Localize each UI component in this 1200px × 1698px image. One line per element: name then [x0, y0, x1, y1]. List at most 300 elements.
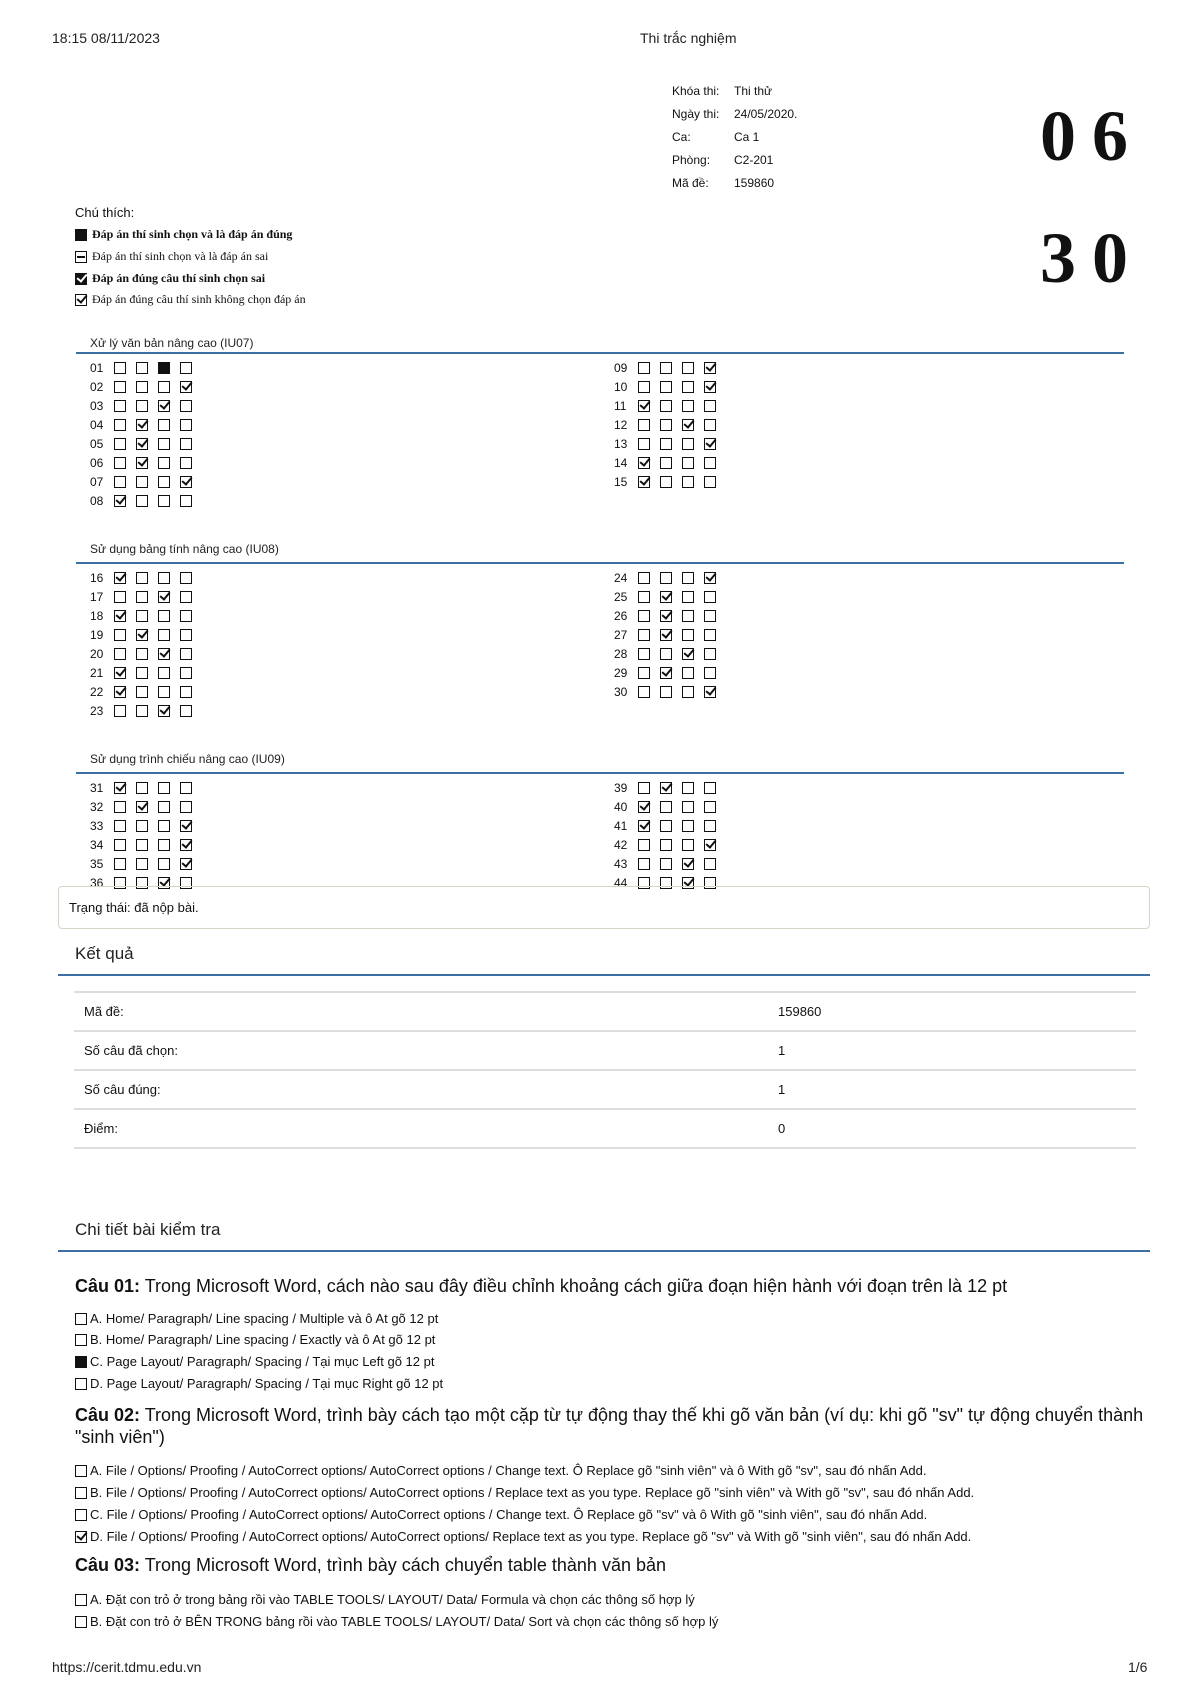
answer-row [90, 797, 290, 816]
answer-row [614, 472, 814, 491]
question-number: 44 [614, 875, 628, 890]
empty-box-icon [660, 457, 672, 469]
empty-box-icon [682, 400, 694, 412]
empty-box-icon [660, 839, 672, 851]
checked-box-icon [180, 858, 192, 870]
legend-item: Đáp án đúng câu thí sinh chọn sai [75, 271, 265, 286]
result-value: 1 [778, 1082, 786, 1097]
empty-box-icon [638, 648, 650, 660]
empty-box-icon [704, 591, 716, 603]
checked-box-icon [660, 667, 672, 679]
empty-box-icon [638, 629, 650, 641]
empty-box-icon [180, 705, 192, 717]
answer-row [614, 644, 814, 663]
empty-box-icon [136, 839, 148, 851]
empty-box-icon [638, 438, 650, 450]
empty-box-icon [682, 438, 694, 450]
question-number: 11 [614, 398, 627, 413]
answer-row [614, 587, 814, 606]
empty-box-icon [114, 858, 126, 870]
question-number: 15 [614, 474, 628, 489]
empty-box-icon [158, 381, 170, 393]
detail-divider [58, 1250, 1150, 1252]
question-number: 21 [90, 665, 104, 680]
empty-box-icon [158, 495, 170, 507]
empty-box-icon [638, 858, 650, 870]
question-number: 30 [614, 684, 628, 699]
section-divider [76, 352, 1124, 354]
answer-row [614, 434, 814, 453]
page-number: 1/6 [1128, 1659, 1148, 1675]
question-number: 35 [90, 856, 104, 871]
empty-box-icon [158, 476, 170, 488]
question-number: 09 [614, 360, 628, 375]
empty-box-icon [180, 629, 192, 641]
answer-row [614, 663, 814, 682]
detail-heading: Chi tiết bài kiểm tra [75, 1220, 221, 1239]
answer-option [75, 1376, 443, 1391]
section-title: Xử lý văn bản nâng cao (IU07) [90, 336, 254, 350]
question-column [614, 778, 814, 892]
empty-box-icon [660, 400, 672, 412]
empty-box-icon [136, 686, 148, 698]
big-code-1: 06 [1040, 96, 1144, 176]
question-number: 22 [90, 684, 104, 699]
result-row [74, 993, 1136, 1032]
answer-option [75, 1354, 434, 1369]
answer-row [614, 396, 814, 415]
option-text: C. File / Options/ Proofing / AutoCorrect options/ AutoCorrect options / Change text. Ô Replace gõ "sv" và ô With gõ "sinh viên", sau đó nhấn Add. [90, 1507, 928, 1522]
answer-row [614, 797, 814, 816]
print-datetime: 18:15 08/11/2023 [52, 30, 160, 46]
checked-box-icon [638, 400, 650, 412]
option-text: C. Page Layout/ Paragraph/ Spacing / Tại mục Left gõ 12 pt [90, 1354, 435, 1369]
question-number: 34 [90, 837, 104, 852]
answer-row [90, 434, 290, 453]
big-code-2: 30 [1040, 218, 1144, 298]
correct-box-icon [75, 273, 87, 285]
empty-box-icon [638, 419, 650, 431]
empty-box-icon [638, 572, 650, 584]
checked-box-icon [704, 381, 716, 393]
empty-box-icon [660, 572, 672, 584]
empty-box-icon [158, 629, 170, 641]
empty-box-icon [660, 648, 672, 660]
checked-box-icon [704, 572, 716, 584]
checked-box-icon [114, 495, 126, 507]
checked-box-icon [114, 610, 126, 622]
checked-box-icon [638, 801, 650, 813]
answer-row [90, 377, 290, 396]
empty-box-icon [114, 400, 126, 412]
answer-option [75, 1529, 971, 1544]
empty-box-icon [114, 591, 126, 603]
answer-option [75, 1507, 927, 1522]
answer-row [614, 835, 814, 854]
empty-box-icon [682, 381, 694, 393]
question-number: 13 [614, 436, 628, 451]
empty-box-icon [660, 438, 672, 450]
checked-box-icon [660, 629, 672, 641]
empty-box-icon [136, 572, 148, 584]
option-text: B. Đặt con trỏ ở BÊN TRONG bảng rồi vào TABLE TOOLS/ LAYOUT/ Data/ Sort và chọn các thông số hợp lý [90, 1614, 719, 1629]
checked-box-icon [638, 820, 650, 832]
question-number: 23 [90, 703, 104, 718]
empty-box-icon [114, 839, 126, 851]
empty-box-icon [75, 1509, 87, 1521]
answer-row [90, 606, 290, 625]
question-column [614, 568, 814, 701]
empty-box-icon [114, 381, 126, 393]
empty-box-icon [638, 686, 650, 698]
question-number: 24 [614, 570, 628, 585]
empty-box-icon [180, 419, 192, 431]
question-column [90, 778, 290, 892]
empty-box-icon [180, 438, 192, 450]
answer-row [90, 644, 290, 663]
question-number: 10 [614, 379, 628, 394]
result-value: 0 [778, 1121, 786, 1136]
empty-box-icon [136, 667, 148, 679]
wrong-box-icon [75, 251, 87, 263]
checked-box-icon [638, 457, 650, 469]
status-box [58, 886, 1150, 929]
result-table [74, 991, 1136, 1149]
empty-box-icon [136, 362, 148, 374]
question-number: 07 [90, 474, 104, 489]
result-label: Số câu đúng: [84, 1082, 161, 1097]
empty-box-icon [136, 591, 148, 603]
empty-box-icon [704, 667, 716, 679]
question-number: 40 [614, 799, 628, 814]
answer-row [614, 415, 814, 434]
empty-box-icon [136, 648, 148, 660]
checked-box-icon [660, 782, 672, 794]
question-number: 39 [614, 780, 628, 795]
empty-box-icon [704, 820, 716, 832]
question-number: 01 [90, 360, 104, 375]
option-text: B. File / Options/ Proofing / AutoCorrect options/ AutoCorrect options / Replace text as you type. Replace gõ "sinh viên" và With gõ "sv", sau đó nhấn Add. [90, 1485, 975, 1500]
empty-box-icon [704, 419, 716, 431]
empty-box-icon [75, 1594, 87, 1606]
question-number: 26 [614, 608, 628, 623]
question-number: 29 [614, 665, 628, 680]
answer-row [614, 816, 814, 835]
status-text: Trạng thái: đã nộp bài. [69, 900, 199, 915]
answer-row [614, 625, 814, 644]
empty-box-icon [180, 801, 192, 813]
question-number: 43 [614, 856, 628, 871]
question-number: 08 [90, 493, 104, 508]
result-divider [58, 974, 1150, 976]
empty-box-icon [158, 419, 170, 431]
empty-box-icon [682, 610, 694, 622]
answer-row [90, 835, 290, 854]
checked-box-icon [682, 419, 694, 431]
empty-box-icon [158, 457, 170, 469]
question-number: 33 [90, 818, 104, 833]
empty-box-icon [180, 686, 192, 698]
section-title: Sử dụng trình chiếu nâng cao (IU09) [90, 752, 285, 766]
empty-box-icon [114, 476, 126, 488]
legend-item: Đáp án đúng câu thí sinh không chọn đáp án [75, 292, 306, 307]
checked-box-icon [136, 801, 148, 813]
empty-box-icon [75, 1334, 87, 1346]
empty-box-icon [682, 686, 694, 698]
answer-row [90, 663, 290, 682]
question-number: 16 [90, 570, 104, 585]
answer-row [90, 472, 290, 491]
answer-row [90, 682, 290, 701]
empty-box-icon [660, 858, 672, 870]
result-label: Điểm: [84, 1121, 118, 1136]
empty-box-icon [682, 572, 694, 584]
info-date: Ngày thi: 24/05/2020. [672, 107, 798, 121]
empty-box-icon [660, 362, 672, 374]
empty-box-icon [660, 801, 672, 813]
empty-box-icon [158, 438, 170, 450]
empty-box-icon [660, 820, 672, 832]
empty-box-icon [158, 839, 170, 851]
question-column [614, 358, 814, 491]
empty-box-icon [114, 705, 126, 717]
result-label: Mã đề: [84, 1004, 124, 1019]
option-text: D. Page Layout/ Paragraph/ Spacing / Tại mục Right gõ 12 pt [90, 1376, 444, 1391]
empty-box-icon [638, 782, 650, 794]
empty-box-icon [158, 686, 170, 698]
checked-box-icon [158, 705, 170, 717]
empty-box-icon [660, 476, 672, 488]
answer-row [90, 396, 290, 415]
answer-row [614, 778, 814, 797]
empty-box-icon [136, 782, 148, 794]
empty-box-icon [114, 629, 126, 641]
empty-box-icon [136, 381, 148, 393]
legend-item: Đáp án thí sinh chọn và là đáp án đúng [75, 227, 292, 242]
empty-box-icon [682, 476, 694, 488]
empty-box-icon [75, 1465, 87, 1477]
empty-box-icon [638, 610, 650, 622]
result-row [74, 1071, 1136, 1110]
question-number: 02 [90, 379, 104, 394]
checked-box-icon [180, 476, 192, 488]
answer-option [75, 1614, 718, 1629]
page-title: Thi trắc nghiệm [640, 30, 737, 46]
question-number: 36 [90, 875, 104, 890]
answer-grid [0, 336, 1200, 890]
empty-box-icon [180, 457, 192, 469]
option-text: A. Home/ Paragraph/ Line spacing / Multiple và ô At gõ 12 pt [90, 1311, 439, 1326]
question-number: 25 [614, 589, 628, 604]
checked-box-icon [660, 591, 672, 603]
empty-box-icon [638, 381, 650, 393]
empty-box-icon [704, 629, 716, 641]
question-title: Câu 02: Trong Microsoft Word, trình bày cách tạo một cặp từ tự động thay thế khi gõ văn bản (ví dụ: khi gõ "sv" tự động chuyển thành "sinh viên") [75, 1405, 1144, 1447]
empty-box-icon [704, 457, 716, 469]
empty-box-icon [704, 801, 716, 813]
question-number: 42 [614, 837, 628, 852]
question-number: 32 [90, 799, 104, 814]
checked-box-icon [158, 400, 170, 412]
empty-box-icon [75, 1616, 87, 1628]
empty-box-icon [75, 1313, 87, 1325]
answer-row [90, 587, 290, 606]
checked-box-icon [704, 362, 716, 374]
question-number: 03 [90, 398, 104, 413]
question-number: 06 [90, 455, 104, 470]
question-number: 14 [614, 455, 628, 470]
checked-box-icon [180, 381, 192, 393]
answer-row [614, 682, 814, 701]
checked-box-icon [114, 686, 126, 698]
empty-box-icon [158, 610, 170, 622]
checked-box-icon [158, 648, 170, 660]
info-course: Khóa thi: Thi thử [672, 84, 773, 98]
checked-box-icon [75, 294, 87, 306]
checked-box-icon [158, 591, 170, 603]
empty-box-icon [638, 839, 650, 851]
result-label: Số câu đã chọn: [84, 1043, 178, 1058]
answer-option [75, 1485, 974, 1500]
checked-box-icon [704, 686, 716, 698]
empty-box-icon [158, 858, 170, 870]
section-divider [76, 562, 1124, 564]
question-number: 18 [90, 608, 104, 623]
empty-box-icon [75, 1378, 87, 1390]
empty-box-icon [660, 381, 672, 393]
answer-row [90, 701, 290, 720]
checked-box-icon [180, 820, 192, 832]
answer-row [90, 625, 290, 644]
info-shift: Ca: Ca 1 [672, 130, 760, 144]
filled-box-icon [75, 229, 87, 241]
result-row [74, 1110, 1136, 1149]
filled-box-icon [75, 1356, 87, 1368]
empty-box-icon [180, 572, 192, 584]
checked-box-icon [114, 572, 126, 584]
empty-box-icon [704, 400, 716, 412]
checked-box-icon [660, 610, 672, 622]
empty-box-icon [136, 858, 148, 870]
empty-box-icon [136, 400, 148, 412]
checked-box-icon [114, 667, 126, 679]
filled-box-icon [158, 362, 170, 374]
empty-box-icon [704, 648, 716, 660]
checked-box-icon [638, 476, 650, 488]
empty-box-icon [136, 610, 148, 622]
question-number: 04 [90, 417, 104, 432]
empty-box-icon [704, 610, 716, 622]
option-text: A. File / Options/ Proofing / AutoCorrect options/ AutoCorrect options / Change text. Ô Replace gõ "sinh viên" và ô With gõ "sv", sau đó nhấn Add. [90, 1463, 927, 1478]
empty-box-icon [638, 667, 650, 679]
empty-box-icon [180, 362, 192, 374]
empty-box-icon [180, 648, 192, 660]
result-value: 159860 [778, 1004, 822, 1019]
empty-box-icon [114, 801, 126, 813]
answer-row [90, 854, 290, 873]
checked-box-icon [75, 1531, 87, 1543]
empty-box-icon [158, 572, 170, 584]
question-number: 05 [90, 436, 104, 451]
empty-box-icon [180, 610, 192, 622]
question-number: 12 [614, 417, 628, 432]
empty-box-icon [682, 782, 694, 794]
empty-box-icon [682, 801, 694, 813]
question-number: 27 [614, 627, 628, 642]
empty-box-icon [114, 419, 126, 431]
empty-box-icon [180, 495, 192, 507]
footer-url[interactable]: https://cerit.tdmu.edu.vn [52, 1659, 202, 1675]
info-code: Mã đề: 159860 [672, 176, 775, 190]
checked-box-icon [704, 839, 716, 851]
empty-box-icon [158, 667, 170, 679]
empty-box-icon [158, 801, 170, 813]
answer-row [614, 377, 814, 396]
checked-box-icon [136, 419, 148, 431]
empty-box-icon [180, 782, 192, 794]
empty-box-icon [682, 457, 694, 469]
answer-row [614, 606, 814, 625]
empty-box-icon [136, 495, 148, 507]
option-text: A. Đặt con trỏ ở trong bảng rồi vào TABLE TOOLS/ LAYOUT/ Data/ Formula và chọn các thông số hợp lý [90, 1592, 695, 1607]
empty-box-icon [180, 667, 192, 679]
empty-box-icon [180, 400, 192, 412]
checked-box-icon [136, 438, 148, 450]
question-number: 28 [614, 646, 628, 661]
answer-option [75, 1592, 695, 1607]
answer-row [90, 491, 290, 510]
empty-box-icon [114, 648, 126, 660]
empty-box-icon [682, 629, 694, 641]
answer-option [75, 1332, 435, 1347]
empty-box-icon [75, 1487, 87, 1499]
empty-box-icon [660, 419, 672, 431]
empty-box-icon [180, 591, 192, 603]
option-text: D. File / Options/ Proofing / AutoCorrect options/ AutoCorrect options/ Replace text as you type. Replace gõ "sv" và With gõ "sinh viên", sau đó nhấn Add. [90, 1529, 972, 1544]
checked-box-icon [136, 457, 148, 469]
empty-box-icon [114, 438, 126, 450]
empty-box-icon [682, 839, 694, 851]
empty-box-icon [704, 476, 716, 488]
empty-box-icon [682, 820, 694, 832]
empty-box-icon [682, 362, 694, 374]
empty-box-icon [114, 820, 126, 832]
checked-box-icon [704, 438, 716, 450]
empty-box-icon [136, 820, 148, 832]
result-row [74, 1032, 1136, 1071]
empty-box-icon [136, 476, 148, 488]
option-text: B. Home/ Paragraph/ Line spacing / Exactly và ô At gõ 12 pt [90, 1332, 436, 1347]
question-title: Câu 03: Trong Microsoft Word, trình bày cách chuyển table thành văn bản [75, 1555, 666, 1575]
empty-box-icon [704, 782, 716, 794]
answer-row [614, 568, 814, 587]
question-number: 31 [90, 780, 104, 795]
empty-box-icon [704, 858, 716, 870]
empty-box-icon [660, 686, 672, 698]
answer-row [90, 415, 290, 434]
question-title: Câu 01: Trong Microsoft Word, cách nào sau đây điều chỉnh khoảng cách giữa đoạn hiện hành với đoạn trên là 12 pt [75, 1276, 1008, 1296]
empty-box-icon [638, 362, 650, 374]
empty-box-icon [682, 667, 694, 679]
question-number: 17 [90, 589, 104, 604]
legend-item: Đáp án thí sinh chọn và là đáp án sai [75, 249, 268, 264]
checked-box-icon [682, 648, 694, 660]
checked-box-icon [180, 839, 192, 851]
answer-row [90, 778, 290, 797]
empty-box-icon [682, 591, 694, 603]
question-number: 41 [614, 818, 628, 833]
answer-row [614, 453, 814, 472]
